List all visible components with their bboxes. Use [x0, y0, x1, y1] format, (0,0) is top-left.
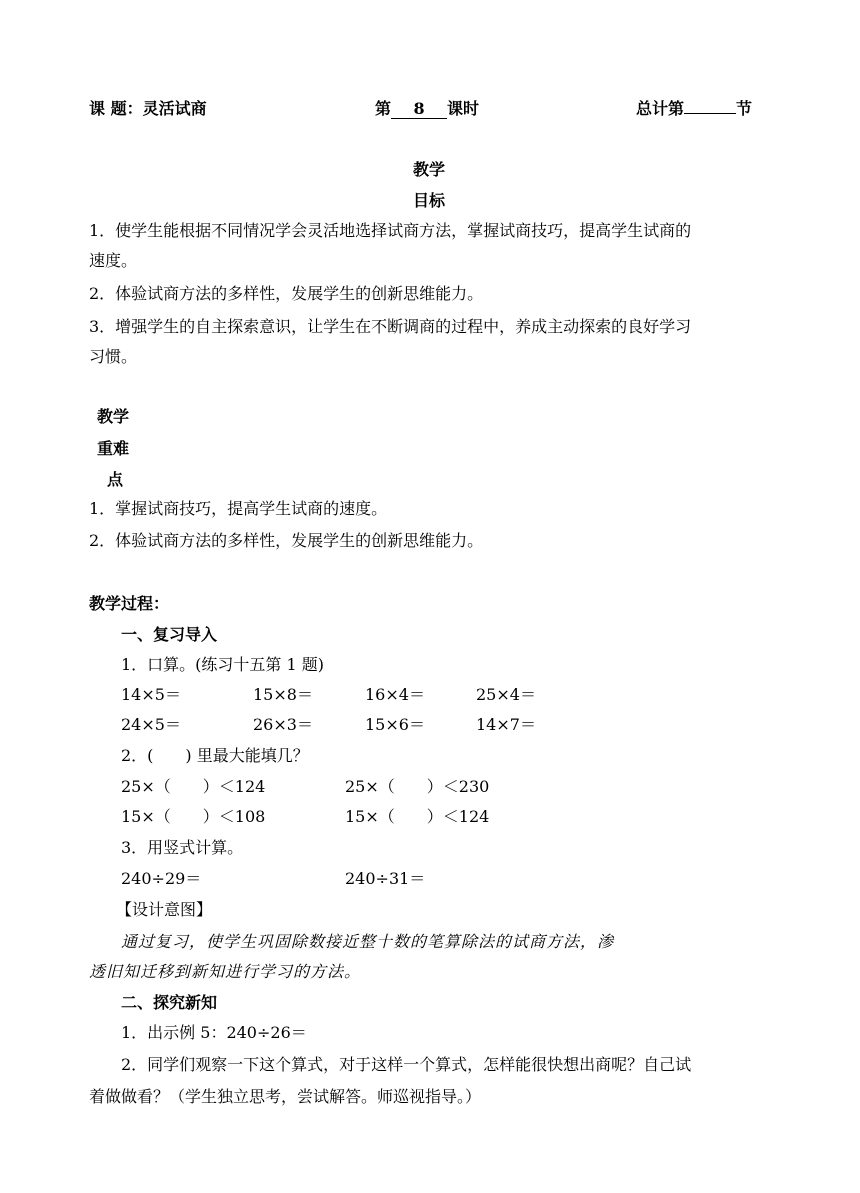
goal-item-1-cont: 速度。	[89, 251, 138, 270]
total-blank	[684, 113, 736, 114]
total-count-line	[636, 96, 752, 119]
fill-cell: 15×（ ）＜108	[121, 807, 266, 826]
oral-cell: 25×4＝	[476, 685, 536, 704]
fill-cell: 25×（ ）＜124	[121, 777, 266, 796]
difficulties-heading-line3: 点	[107, 470, 124, 489]
difficulty-item-1: 1．掌握试商技巧，提高学生试商的速度。	[89, 499, 388, 518]
oral-title: 1．口算。(练习十五第 1 题)	[121, 655, 325, 674]
oral-cell: 15×6＝	[365, 715, 425, 734]
fill-title: 2．( ) 里最大能填几？	[121, 746, 309, 765]
vertical-cell: 240÷31＝	[345, 869, 426, 888]
lesson-number-line	[375, 96, 479, 119]
goals-heading-line1: 教学	[413, 160, 446, 179]
process-heading: 教学过程：	[89, 594, 170, 613]
goal-item-3-cont: 习惯。	[89, 347, 138, 366]
oral-cell: 24×5＝	[121, 715, 181, 734]
topic-label: 课 题：灵活试商	[89, 99, 207, 118]
vertical-title: 3．用竖式计算。	[121, 838, 244, 857]
oral-cell: 26×3＝	[253, 715, 313, 734]
goals-heading-line2: 目标	[413, 191, 446, 210]
fill-cell: 25×（ ）＜230	[345, 777, 490, 796]
oral-cell: 15×8＝	[253, 685, 313, 704]
oral-cell: 16×4＝	[365, 685, 425, 704]
observe-line2: 着做做看？（学生独立思考，尝试解答。师巡视指导。）	[89, 1087, 482, 1106]
design-intent-line1: 通过复习，使学生巩固除数接近整十数的笔算除法的试商方法，渗	[121, 932, 615, 951]
difficulties-heading-line2: 重难	[97, 439, 130, 458]
oral-cell: 14×7＝	[476, 715, 536, 734]
fill-cell: 15×（ ）＜124	[345, 807, 490, 826]
section-review: 一、复习导入	[121, 625, 218, 644]
design-intent-title: 【设计意图】	[116, 900, 213, 919]
lesson-prefix: 第	[375, 99, 392, 118]
lesson-number: 8	[391, 100, 447, 119]
total-suffix: 节	[736, 99, 753, 118]
goal-item-1: 1．使学生能根据不同情况学会灵活地选择试商方法，掌握试商技巧，提高学生试商的	[89, 221, 692, 240]
design-intent-line2: 透旧知迁移到新知进行学习的方法。	[89, 962, 362, 981]
goal-item-2: 2．体验试商方法的多样性，发展学生的创新思维能力。	[89, 284, 484, 303]
goal-item-3: 3．增强学生的自主探索意识，让学生在不断调商的过程中，养成主动探索的良好学习	[89, 317, 692, 336]
observe-line1: 2．同学们观察一下这个算式，对于这样一个算式，怎样能很快想出商呢？自己试	[121, 1055, 692, 1074]
difficulty-item-2: 2．体验试商方法的多样性，发展学生的创新思维能力。	[89, 531, 484, 550]
oral-cell: 14×5＝	[121, 685, 181, 704]
example-line: 1．出示例 5：240÷26＝	[121, 1023, 307, 1042]
total-prefix: 总计第	[636, 99, 685, 118]
lesson-suffix: 课时	[447, 99, 480, 118]
vertical-cell: 240÷29＝	[121, 869, 202, 888]
section-explore: 二、探究新知	[121, 993, 218, 1012]
difficulties-heading-line1: 教学	[97, 407, 130, 426]
